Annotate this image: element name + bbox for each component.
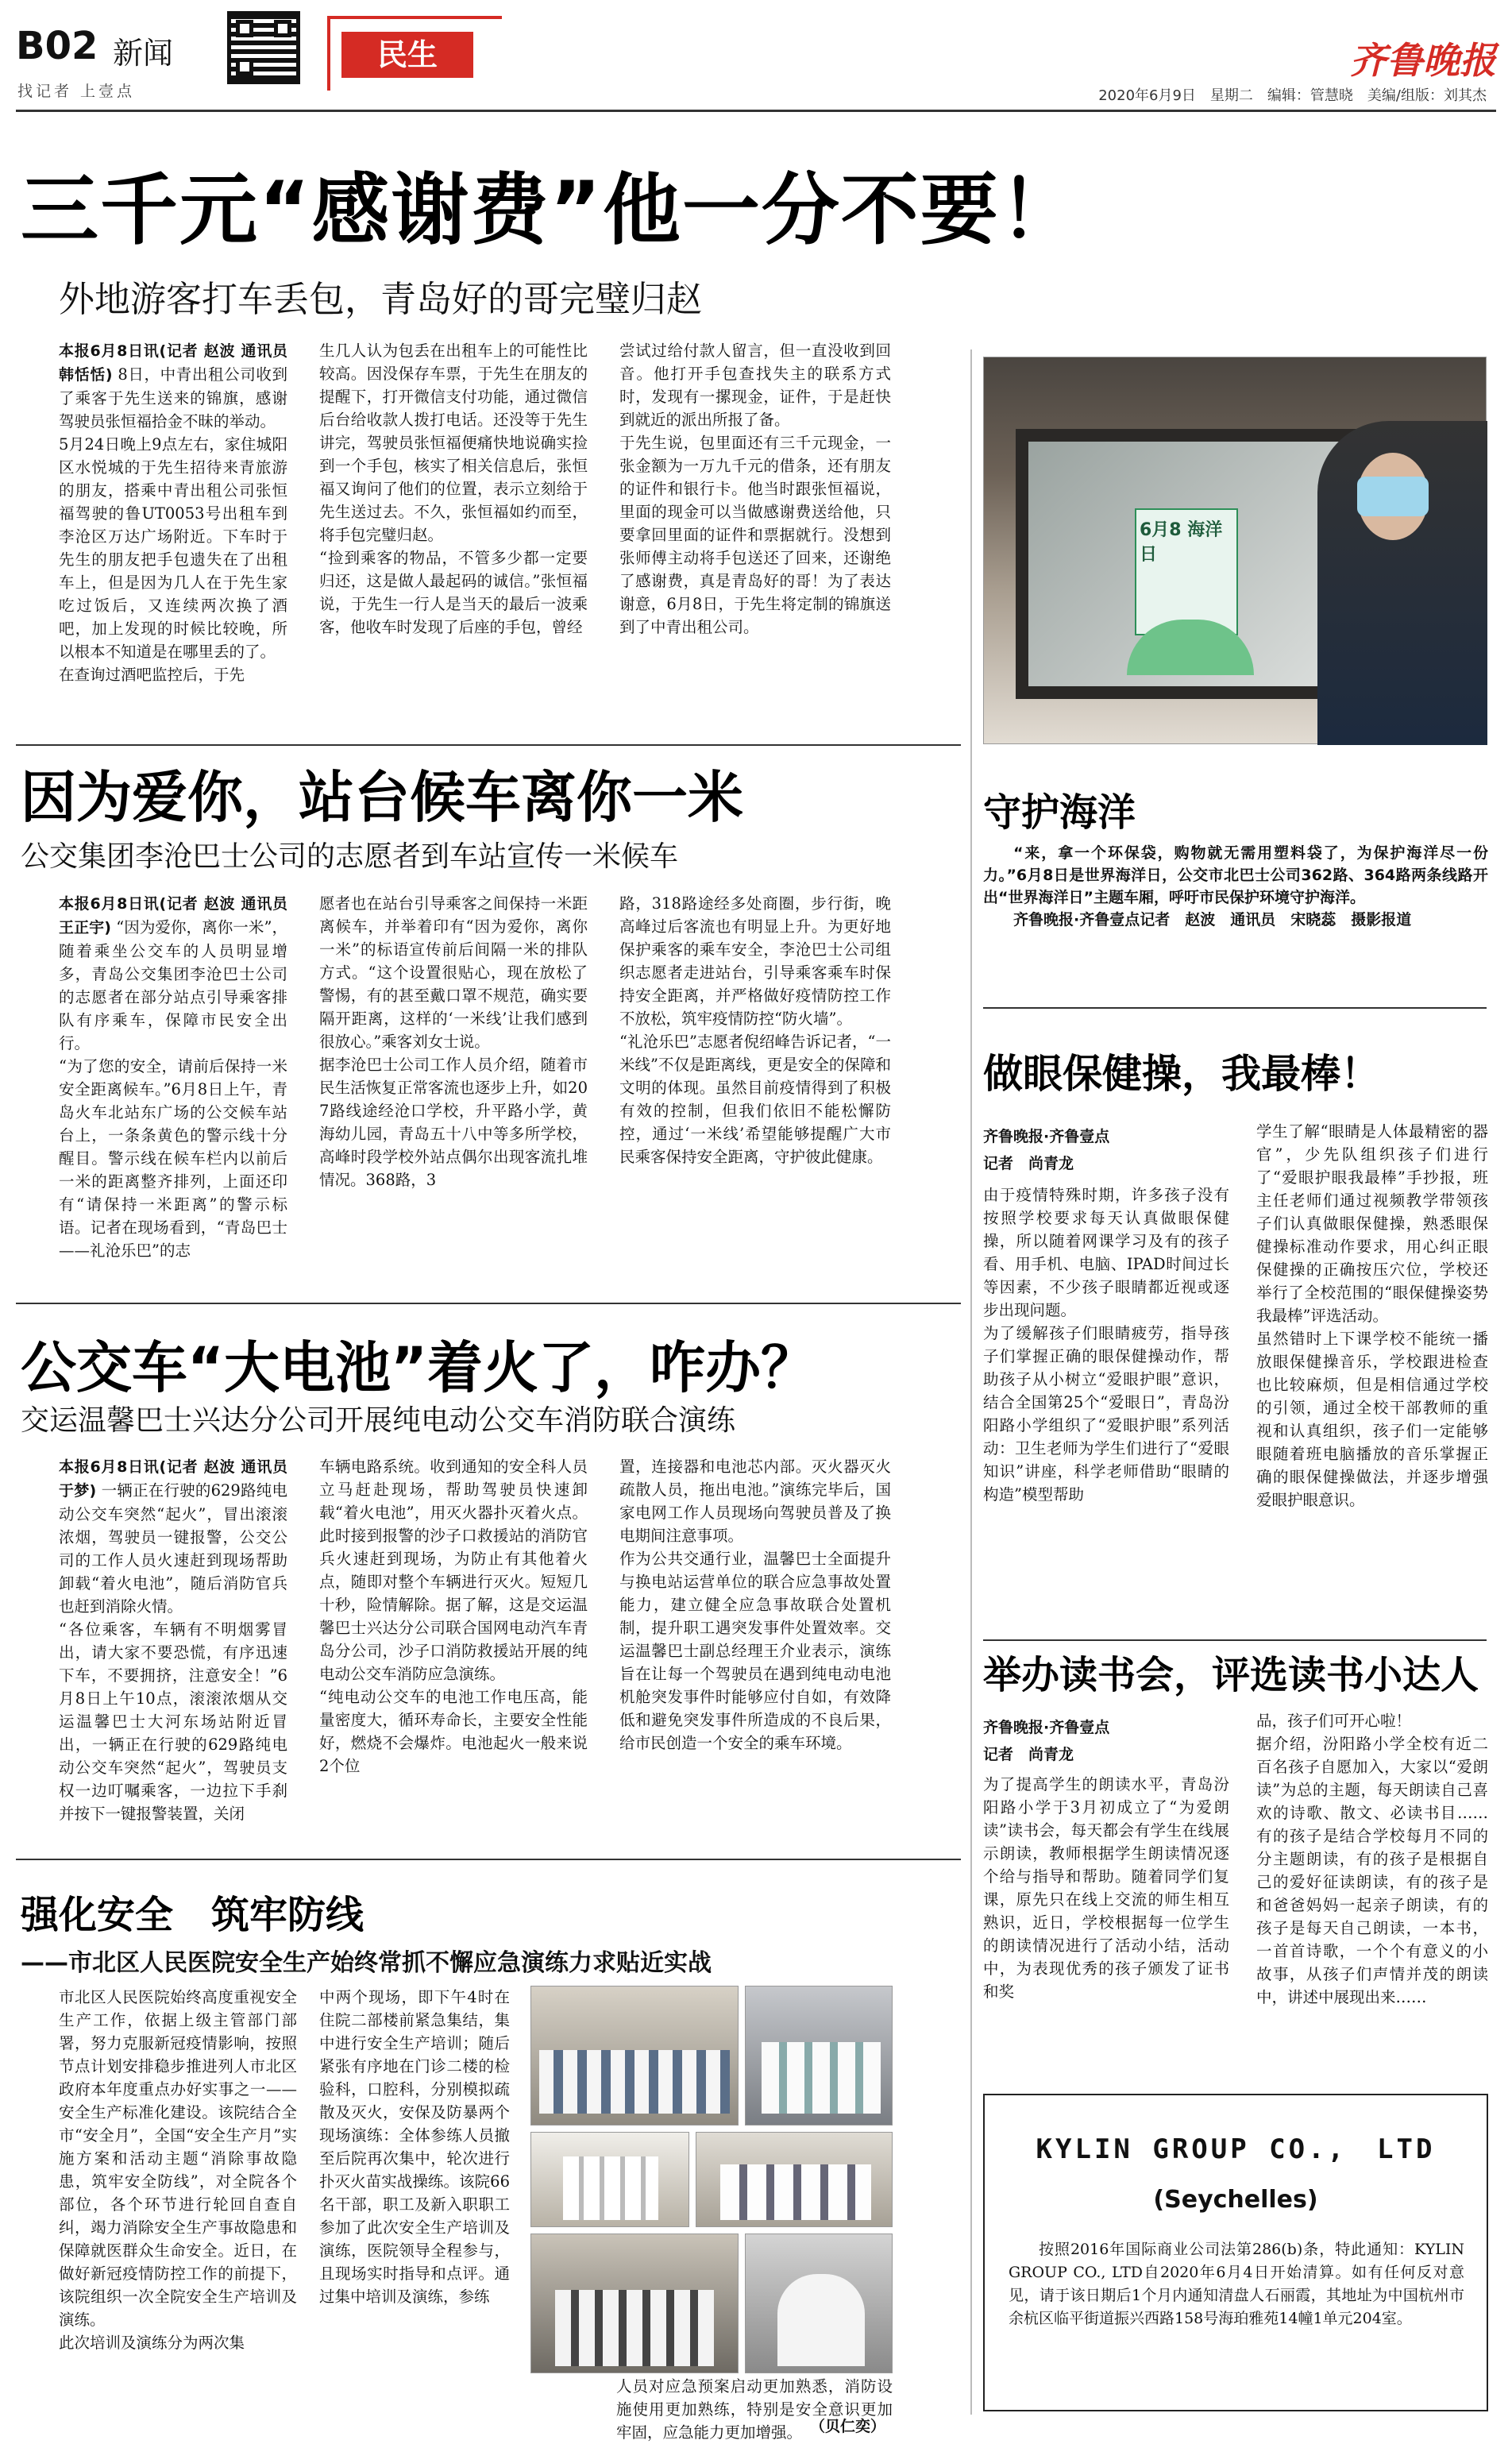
slogan: 找记者 上壹点 xyxy=(17,83,136,100)
story1-subhead: 外地游客打车丢包，青岛好的哥完璧归赵 xyxy=(59,278,703,320)
vertical-rule xyxy=(970,349,972,2415)
ocean-day-photo xyxy=(983,357,1487,744)
story4-subhead: 交运温馨巴士兴达分公司开展纯电动公交车消防联合演练 xyxy=(21,1404,736,1437)
story6-col3: 人员对应急预案启动更加熟悉，消防设施使用更加熟练，特别是安全意识更加牢固，应急能力更加增强。 xyxy=(616,2377,893,2442)
story2-byline: 本报6月8日讯(记者 赵波 通讯员 王正宇) xyxy=(59,895,287,936)
story6-headline: 强化安全 筑牢防线 xyxy=(21,1893,364,1937)
page-number: B02 xyxy=(16,24,98,68)
story1-byline: 本报6月8日讯(记者 赵波 通讯员 韩恬恬) xyxy=(59,342,287,384)
story5-col1: 为了提高学生的朗读水平，青岛汾阳路小学于3月初成立了“为爱朗读”读书会，每天都会有学生在线展示朗读，教师根据学生朗读情况逐个给与指导和帮助。随着同学们复课，原先只在线上交流的师生相互熟识，近日，学校根据每一位学生的朗读情况进行了活动小结，活动中，为表现优秀的孩子颁发了证书和奖 xyxy=(983,1775,1229,2001)
story2-col2: 愿者也在站台引导乘客之间保持一米距离候车，并举着印有“因为爱你，离你一米”的标语宣传前后间隔一米的排队方式。“这个设置很贴心，现在放松了警惕，有的甚至戴口罩不规范，确实要隔开距离，这样的‘一米线’让我们感到很放心。”乘客刘女士说。 据李沧巴士公司工作人员介绍，随着市民生活恢复正常客流也逐步上升，如207路线途经沧口学校，升平路小学，黄海幼儿园，青岛五十八中等多所学校，高峰时段学校外站点偶尔出现客流扎堆情况。368路，3 xyxy=(319,894,588,1189)
story2-col3: 路，318路途经多处商圈，步行街，晚高峰过后客流也有明显上升。为更好地保护乘客的乘车安全，李沧巴士公司组织志愿者走进站台，引导乘客乘车时保持安全距离，并严格做好疫情防控工作不放松，筑牢疫情防控“防火墙”。 “礼沧乐巴”志愿者倪绍峰告诉记者，“一米线”不仅是距离线，更是安全的保障和文明的体现。虽然目前疫情得到了积极有效的控制，但我们依旧不能松懈防控，通过‘一米线’希望能够提醒广大市民乘客保持安全距离，守护彼此健康。 xyxy=(619,894,891,1166)
story3-byline-a: 齐鲁晚报·齐鲁壹点 xyxy=(983,1128,1110,1145)
story3-byline-b: 记者 尚青龙 xyxy=(983,1155,1074,1172)
ocean-day-sign: 6月8 海洋日 xyxy=(1140,520,1223,565)
story1-col3: 尝试过给付款人留言，但一直没收到回音。他打开手包查找失主的联系方式时，发现有一摞现金，证件，于是赶快到就近的派出所报了备。 于先生说，包里面还有三千元现金，一张金额为一万九千元的借条，还有朋友的证件和银行卡。他当时跟张恒福说，里面的现金可以当做感谢费送给他，只要拿回里面的证件和票据就行。没想到张师傅主动将手包送还了回来，还谢绝了感谢费，真是青岛好的哥！为了表达谢意，6月8日，于先生将定制的锦旗送到了中青出租公司。 xyxy=(619,342,891,636)
photo1-caption-text: “来，拿一个环保袋，购物就无需用塑料袋了，为保护海洋尽一份力。”6月8日是世界海洋日，公交市北巴士公司362路、364路两条线路开出“世界海洋日”主题车厢，呼吁市民保护环境守护海洋。 xyxy=(983,844,1488,906)
brand-logo: 齐鲁晚报 xyxy=(1350,39,1496,82)
drill-photo-5 xyxy=(530,2234,739,2373)
qr-code[interactable] xyxy=(227,11,300,84)
rule-photo1 xyxy=(983,1007,1487,1009)
story4-col1 xyxy=(59,1455,287,1835)
story5-byline-a: 齐鲁晚报·齐鲁壹点 xyxy=(983,1719,1110,1736)
story6-col2: 中两个现场，即下午4时在住院二部楼前紧急集结，集中进行安全生产培训；随后紧张有序地在门诊二楼的检验科，口腔科，分别模拟疏散及灭火，安保及防暴两个现场演练：全体参练人员撤至后院再次集中，轮次进行扑灭火苗实战操练。该院66名干部，职工及新入职职工参加了此次安全生产培训及演练，医院领导全程参与，且现场实时指导和点评。通过集中培训及演练，参练 xyxy=(319,1988,510,2306)
drill-photo-4 xyxy=(696,2132,893,2227)
section-name: 新闻 xyxy=(113,36,174,71)
notice-region: (Seychelles) xyxy=(1153,2186,1318,2214)
story6-subhead: ——市北区人民医院安全生产始终常抓不懈应急演练力求贴近实战 xyxy=(21,1949,712,1977)
story1-col2: 生几人认为包丢在出租车上的可能性比较高。因没保存车票，于先生在朋友的提醒下，打开微信支付功能，通过微信后台给收款人拨打电话。还没等于先生讲完，驾驶员张恒福便痛快地说确实捡到一个手包，核实了相关信息后，张恒福又询问了他们的位置，表示立刻给于先生送过去。不久，张恒福如约而至，将手包完璧归赵。 “捡到乘客的物品，不管多少都一定要归还，这是做人最起码的诚信。”张恒福说，于先生一行人是当天的最后一波乘客，他收车时发现了后座的手包，曾经 xyxy=(319,342,588,636)
notice-body: 按照2016年国际商业公司法第286(b)条，特此通知：KYLIN GROUP CO., LTD自2020年6月4日开始清算。如有任何反对意见，请于该日期后1个月内通知清盘人石丽霞，其地址为中国杭州市余杭区临平街道振兴西路158号海珀雅苑14幢1单元204室。 xyxy=(1009,2241,1464,2327)
story2-col1-text: “因为爱你，离你一米”，随着乘坐公交车的人员明显增多，青岛公交集团李沧巴士公司的志愿者在部分站点引导乘客排队有序乘车，保障市民安全出行。 “为了您的安全，请前后保持一米安全距离候车。”6月8日上午，青岛火车北站东广场的公交候车站台上，一条条黄色的警示线十分醒目。警示线在候车栏内以前后一米的距离整齐排列，上面还印有“请保持一米距离”的警示标语。记者在现场看到，“青岛巴士——礼沧乐巴”的志 xyxy=(59,918,287,1260)
masthead-rule xyxy=(16,110,1496,112)
story5-col2: 品，孩子们可开心啦！ 据介绍，汾阳路小学全校有近二百名孩子自愿加入，大家以“爱朗读”为总的主题，每天朗读自己喜欢的诗歌、散文、必读书目……有的孩子是结合学校每月不同的分主题朗读，有的孩子是根据自己的爱好征读朗读，有的孩子是和爸爸妈妈一起亲子朗读，有的孩子是每天自己朗读，一本书，一首首诗歌，一个个有意义的小故事，从孩子们声情并茂的朗读中，讲述中展现出来…… xyxy=(1256,1712,1488,2006)
rule-story2 xyxy=(16,1303,961,1304)
story1-col1-text: 8日，中青出租公司收到了乘客于先生送来的锦旗，感谢驾驶员张恒福拾金不昧的举动。 5月24日晚上9点左右，家住城阳区水悦城的于先生招待来青旅游的朋友，搭乘中青出租公司张恒福驾驶的鲁UT0053号出租车到李沧区万达广场附近。下车时于先生的朋友把手包遗失在了出租车上，但是因为几人在于先生家吃过饭后，又连续两次换了酒吧，加上发现的时候比较晚，所以根本不知道是在哪里丢的了。 在查询过酒吧监控后，于先 xyxy=(59,365,287,684)
notice-company: KYLIN GROUP CO., LTD xyxy=(1036,2133,1436,2165)
story2-headline: 因为爱你，站台候车离你一米 xyxy=(21,765,743,830)
story3-headline: 做眼保健操，我最棒！ xyxy=(983,1051,1380,1097)
rule-story4 xyxy=(16,1859,961,1860)
photo1-caption xyxy=(983,842,1488,961)
drill-photo-3 xyxy=(530,2132,689,2227)
photo1-title: 守护海洋 xyxy=(983,790,1136,835)
story3-col1: 由于疫情特殊时期，许多孩子没有按照学校要求每天认真做眼保健操，所以随着网课学习及有的孩子看、用手机、电脑、IPAD时间过长等因素，不少孩子眼睛都近视或逐步出现问题。 为了缓解孩子们眼睛疲劳，指导孩子们掌握正确的眼保健操动作，帮助孩子从小树立“爱眼护眼”意识，结合全国第25个“爱眼日”，青岛汾阳路小学组织了“爱眼护眼”系列活动：卫生老师为学生们进行了“爱眼知识”讲座，科学老师借助“眼睛的构造”模型帮助 xyxy=(983,1186,1229,1504)
story1-headline: 三千元“感谢费”他一分不要！ xyxy=(21,165,1079,256)
rule-story1 xyxy=(16,744,961,746)
story4-col3: 置，连接器和电池芯内部。灭火器灭火疏散人员，拖出电池。”演练完毕后，国家电网工作人员现场向驾驶员普及了换电期间注意事项。 作为公共交通行业，温馨巴士全面提升与换电站运营单位的联合应急事故处置能力，建立健全应急事故联合处置机制，提升职工遇突发事件处置效率。交运温馨巴士副总经理王介业表示，演练旨在让每一个驾驶员在遇到纯电动电池机舱突发事件时能够应付自如，有效降低和避免突发事件所造成的不良后果，给市民创造一个安全的乘车环境。 xyxy=(619,1458,891,1752)
drill-photo-1 xyxy=(530,1986,739,2125)
story3-col2: 学生了解“眼睛是人体最精密的器官”，少先队组织孩子们进行了“爱眼护眼我最棒”手抄报，班主任老师们通过视频教学带领孩子们认真做眼保健操，熟悉眼保健操标准动作要求，用心纠正眼保健操的正确按压穴位，学校还举行了全校范围的“眼保健操姿势我最棒”评选活动。 虽然错时上下课学校不能统一播放眼保健操音乐，学校跟进检查也比较麻烦，但是相信通过学校的引领，通过全校干部教师的重视和认真组织，孩子们一定能够眼随着班电脑播放的音乐掌握正确的眼保健操做法，并逐步增强爱眼护眼意识。 xyxy=(1256,1122,1488,1509)
story4-byline: 本报6月8日讯(记者 赵波 通讯员 于梦) xyxy=(59,1458,287,1500)
legal-notice xyxy=(983,2094,1488,2411)
story4-headline: 公交车“大电池”着火了，咋办？ xyxy=(21,1335,817,1400)
story6-col1: 市北区人民医院始终高度重视安全生产工作，依据上级主管部门部署，努力克服新冠疫情影响，按照节点计划安排稳步推进列人市北区政府本年度重点办好实事之一——安全生产标准化建设。该院结合全市“安全月”，全国“安全生产月”实施方案和活动主题“消除事故隐患，筑牢安全防线”，对全院各个部位，各个环节进行轮回自查自纠，竭力消除安全生产事故隐患和保障就医群众生命安全。近日，在做好新冠疫情防控工作的前提下，该院组织一次全院安全生产培训及演练。 此次培训及演练分为两次集 xyxy=(59,1988,297,2352)
column-tag: 民生 xyxy=(341,32,473,78)
story5-byline-b: 记者 尚青龙 xyxy=(983,1746,1074,1763)
drill-photo-2 xyxy=(745,1986,893,2125)
drill-photo-6 xyxy=(745,2234,893,2373)
story2-col1 xyxy=(59,892,287,1280)
story4-col2: 车辆电路系统。收到通知的安全科人员立马赶赴现场，帮助驾驶员快速卸载“着火电池”，用灭火器扑灭着火点。此时接到报警的沙子口救援站的消防官兵火速赶到现场，为防止有其他着火点，随即对整个车辆进行灭火。短短几十秒，险情解除。据了解，这是交运温馨巴士兴达分公司联合国网电动汽车青岛分公司，沙子口消防救援站开展的纯电动公交车消防应急演练。 “纯电动公交车的电池工作电压高，能量密度大，循环寿命长，主要安全性能好，燃烧不会爆炸。电池起火一般来说2个位 xyxy=(319,1458,588,1775)
rule-story3 xyxy=(983,1639,1487,1641)
story4-col1-text: 一辆正在行驶的629路纯电动公交车突然“起火”，冒出滚滚浓烟，驾驶员一键报警，公交公司的工作人员火速赶到现场帮助卸载“着火电池”，随后消防官兵也赶到消除火情。 “各位乘客，车辆有不明烟雾冒出，请大家不要恐慌，有序迅速下车，不要拥挤，注意安全！”6月8日上午10点，滚滚浓烟从交运温馨巴士大河东场站附近冒出，一辆正在行驶的629路纯电动公交车突然“起火”，驾驶员支权一边叮嘱乘客，一边拉下手刹并按下一键报警装置，关闭 xyxy=(59,1481,287,1823)
story2-subhead: 公交集团李沧巴士公司的志愿者到车站宣传一米候车 xyxy=(21,840,679,873)
story5-headline: 举办读书会，评选读书小达人 xyxy=(983,1653,1479,1697)
photo1-credit: 齐鲁晚报·齐鲁壹点记者 赵波 通讯员 宋晓蕊 摄影报道 xyxy=(1013,911,1412,929)
story1-col1 xyxy=(59,339,287,712)
date-line: 2020年6月9日 星期二 编辑：管慧晓 美编/组版：刘其杰 xyxy=(1098,87,1487,104)
story6-credit: （贝仁奕） xyxy=(810,2418,886,2435)
